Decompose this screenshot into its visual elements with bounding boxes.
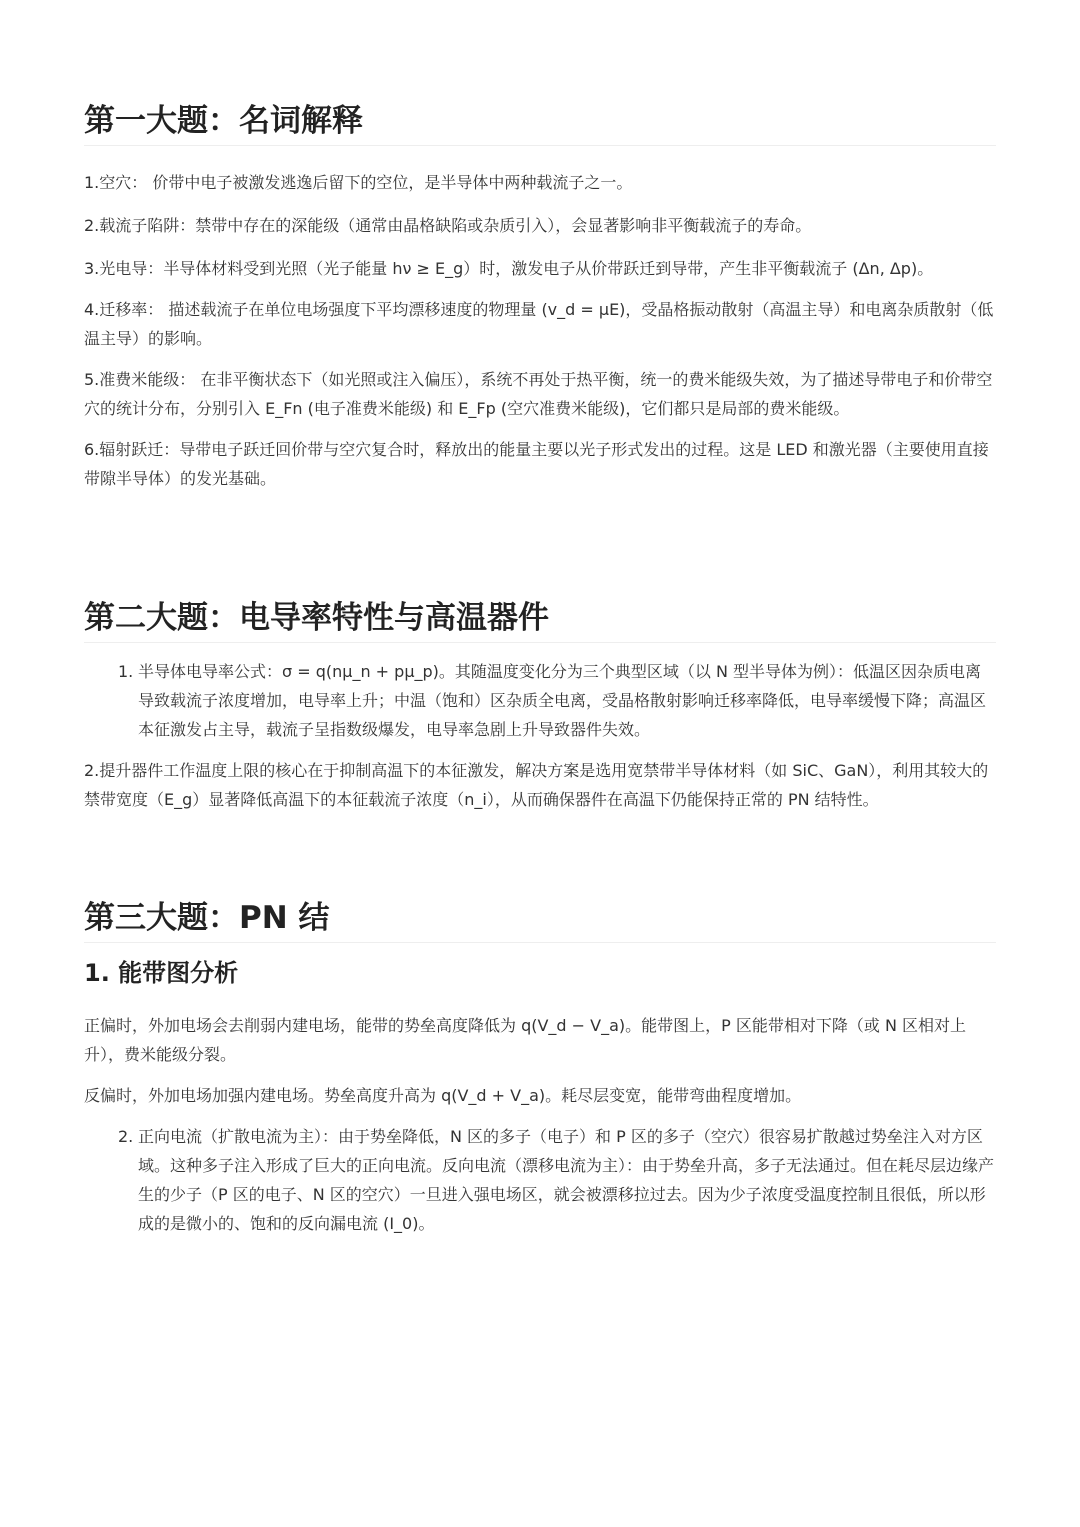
list-item-2 [84, 1122, 996, 1238]
term-5-paragraph: 5.准费米能级： 在非平衡状态下（如光照或注入偏压），系统不再处于热平衡，统一的费米能级失效，为了描述导带电子和价带空穴的统计分布，分别引入 E_Fn (电子准费米能级) 和 E_Fp (空穴准费米能级)，它们都只是局部的费米能级。 [84, 370, 993, 418]
term-6-paragraph: 6.辐射跃迁：导带电子跃迁回价带与空穴复合时，释放出的能量主要以光子形式发出的过程。这是 LED 和激光器（主要使用直接带隙半导体）的发光基础。 [84, 440, 989, 488]
section-3-heading: 第三大题：PN 结 [84, 898, 996, 943]
section-3 [84, 898, 996, 1238]
term-1-paragraph: 1.空穴： 价带中电子被激发逃逸后留下的空位，是半导体中两种载流子之一。 [84, 173, 633, 192]
conductivity-list [84, 657, 996, 744]
reverse-bias-paragraph: 反偏时，外加电场加强内建电场。势垒高度升高为 q(V_d + V_a)。耗尽层变宽，能带弯曲程度增加。 [84, 1086, 802, 1105]
conductivity-formula-text: 半导体电导率公式：σ = q(nμ_n + pμ_p)。其随温度变化分为三个典型区域（以 N 型半导体为例）：低温区因杂质电离导致载流子浓度增加，电导率上升；中温（饱和）区杂质全电离，受晶格散射影响迁移率降低，电导率缓慢下降；高温区本征激发占主导，载流子呈指数级爆发，电导率急剧上升导致器件失效。 [138, 662, 987, 739]
band-diagram-subheading: 1. 能带图分析 [84, 959, 239, 987]
term-3-paragraph: 3.光电导：半导体材料受到光照（光子能量 hν ≥ E_g）时，激发电子从价带跃迁到导带，产生非平衡载流子 (Δn, Δp)。 [84, 259, 934, 278]
current-list [84, 1122, 996, 1238]
high-temp-paragraph: 2.提升器件工作温度上限的核心在于抑制高温下的本征激发，解决方案是选用宽禁带半导体材料（如 SiC、GaN），利用其较大的禁带宽度（E_g）显著降低高温下的本征载流子浓度（n_i），从而确保器件在高温下仍能保持正常的 PN 结特性。 [84, 761, 989, 809]
term-2-paragraph: 2.载流子陷阱：禁带中存在的深能级（通常由晶格缺陷或杂质引入），会显著影响非平衡载流子的寿命。 [84, 216, 812, 235]
current-explanation-text: 正向电流（扩散电流为主）：由于势垒降低，N 区的多子（电子）和 P 区的多子（空穴）很容易扩散越过势垒注入对方区域。这种多子注入形成了巨大的正向电流。反向电流（漂移电流为主）：由于势垒升高，多子无法通过。但在耗尽层边缘产生的少子（P 区的电子、N 区的空穴）一旦进入强电场区，就会被漂移拉过去。因为少子浓度受温度控制且很低，所以形成的是微小的、饱和的反向漏电流 (I_0)。 [138, 1127, 995, 1233]
term-4-paragraph: 4.迁移率： 描述载流子在单位电场强度下平均漂移速度的物理量 (v_d = μE)，受晶格振动散射（高温主导）和电离杂质散射（低温主导）的影响。 [84, 300, 994, 348]
list-item-1 [84, 657, 996, 744]
forward-bias-paragraph: 正偏时，外加电场会去削弱内建电场，能带的势垒高度降低为 q(V_d − V_a)。能带图上，P 区能带相对下降（或 N 区相对上升），费米能级分裂。 [84, 1016, 967, 1064]
section-1 [84, 101, 996, 493]
section-1-heading: 第一大题：名词解释 [84, 101, 996, 146]
list-number: 1. [118, 662, 134, 681]
section-2 [84, 598, 996, 814]
list-number: 2. [118, 1127, 134, 1146]
section-2-heading: 第二大题：电导率特性与高温器件 [84, 598, 996, 643]
